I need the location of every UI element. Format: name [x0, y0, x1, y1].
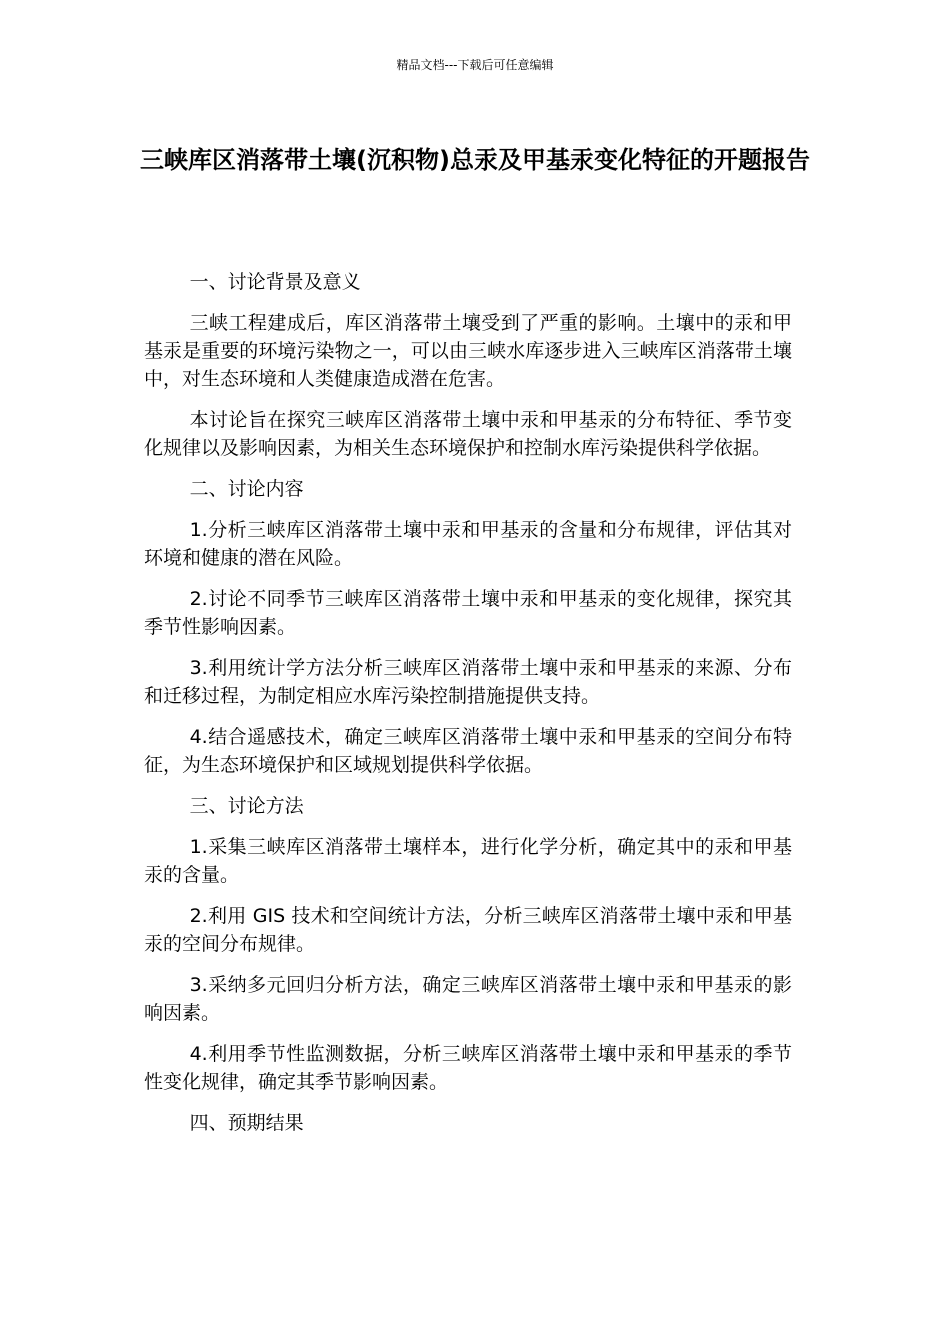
document-body [144, 268, 792, 1150]
section-heading-methods: 三、讨论方法 [189, 795, 304, 817]
method-item-4: 4.利用季节性监测数据，分析三峡库区消落带土壤中汞和甲基汞的季节性变化规律，确定其季节影响因素。 [144, 1043, 792, 1093]
content-item-2: 2.讨论不同季节三峡库区消落带土壤中汞和甲基汞的变化规律，探究其季节性影响因素。 [144, 588, 792, 638]
method-item-2: 2.利用 GIS 技术和空间统计方法，分析三峡库区消落带土壤中汞和甲基汞的空间分布规律。 [144, 905, 792, 955]
method-item-3: 3.采纳多元回归分析方法，确定三峡库区消落带土壤中汞和甲基汞的影响因素。 [144, 974, 792, 1024]
method-item-1: 1.采集三峡库区消落带土壤样本，进行化学分析，确定其中的汞和甲基汞的含量。 [144, 836, 792, 886]
section-heading-expected-results: 四、预期结果 [189, 1112, 304, 1134]
section-heading-content: 二、讨论内容 [189, 478, 304, 500]
section-heading-background: 一、讨论背景及意义 [189, 271, 361, 293]
content-item-3: 3.利用统计学方法分析三峡库区消落带土壤中汞和甲基汞的来源、分布和迁移过程，为制定相应水库污染控制措施提供支持。 [144, 657, 792, 707]
paragraph-purpose: 本讨论旨在探究三峡库区消落带土壤中汞和甲基汞的分布特征、季节变化规律以及影响因素，为相关生态环境保护和控制水库污染提供科学依据。 [144, 409, 792, 459]
page-header: 精品文档---下载后可任意编辑 [396, 58, 554, 72]
document-title: 三峡库区消落带土壤(沉积物)总汞及甲基汞变化特征的开题报告 [140, 146, 810, 174]
content-item-1: 1.分析三峡库区消落带土壤中汞和甲基汞的含量和分布规律，评估其对环境和健康的潜在风险。 [144, 519, 792, 569]
paragraph-background: 三峡工程建成后，库区消落带土壤受到了严重的影响。土壤中的汞和甲基汞是重要的环境污染物之一，可以由三峡水库逐步进入三峡库区消落带土壤中，对生态环境和人类健康造成潜在危害。 [144, 312, 792, 390]
content-item-4: 4.结合遥感技术，确定三峡库区消落带土壤中汞和甲基汞的空间分布特征，为生态环境保护和区域规划提供科学依据。 [144, 726, 792, 776]
